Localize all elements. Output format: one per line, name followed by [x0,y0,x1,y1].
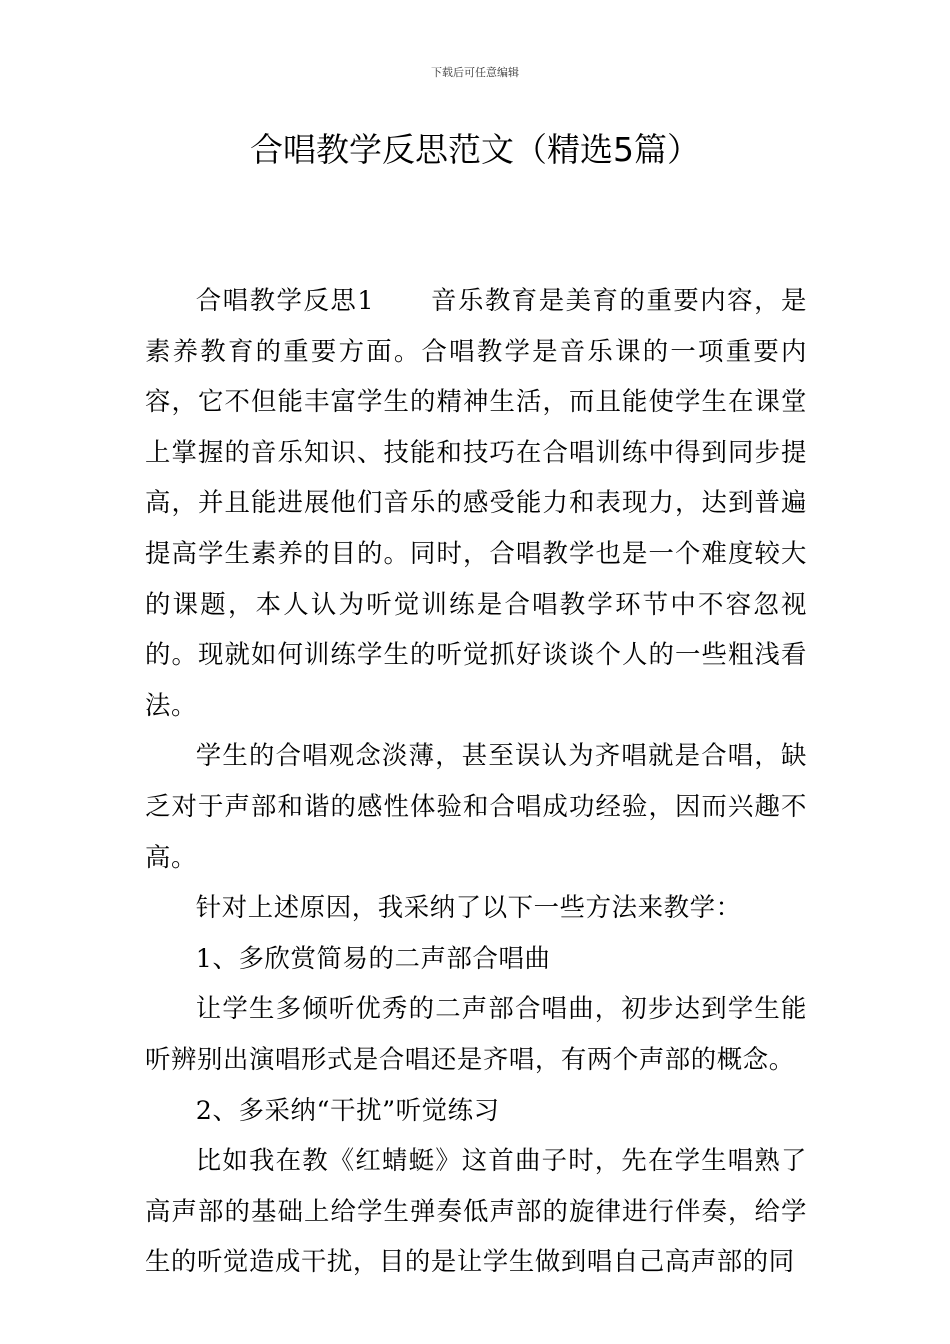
document-body [145,275,807,1287]
paragraph-text: 音乐教育是美育的重要内容，是素养教育的重要方面。合唱教学是音乐课的一项重要内容，它不但能丰富学生的精神生活，而且能使学生在课堂上掌握的音乐知识、技能和技巧在合唱训练中得到同步提高，并且能进展他们音乐的感受能力和表现力，达到普遍提高学生素养的目的。同时，合唱教学也是一个难度较大的课题，本人认为听觉训练是合唱教学环节中不容忽视的。现就如何训练学生的听觉抓好谈谈个人的一些粗浅看法。 [145,285,807,720]
paragraph-lead: 合唱教学反思1 [195,285,375,315]
paragraph: 针对上述原因，我采纳了以下一些方法来教学： [195,892,742,923]
section-heading: 1、多欣赏简易的二声部合唱曲 [195,942,551,973]
paragraph: 学生的合唱观念淡薄，甚至误认为齐唱就是合唱，缺乏对于声部和谐的感性体验和合唱成功经验，因而兴趣不高。 [145,740,807,872]
paragraph [145,275,807,730]
document-title: 合唱教学反思范文（精选5篇） [250,130,700,169]
paragraph: 让学生多倾听优秀的二声部合唱曲，初步达到学生能听辨别出演唱形式是合唱还是齐唱，有两个声部的概念。 [145,993,807,1074]
header-note: 下载后可任意编辑 [431,66,519,79]
section-heading: 2、多采纳“干扰”听觉练习 [195,1094,500,1125]
paragraph: 比如我在教《红蜻蜓》这首曲子时，先在学生唱熟了高声部的基础上给学生弹奏低声部的旋律进行伴奏，给学生的听觉造成干扰，目的是让学生做到唱自己高声部的同 [145,1145,807,1277]
